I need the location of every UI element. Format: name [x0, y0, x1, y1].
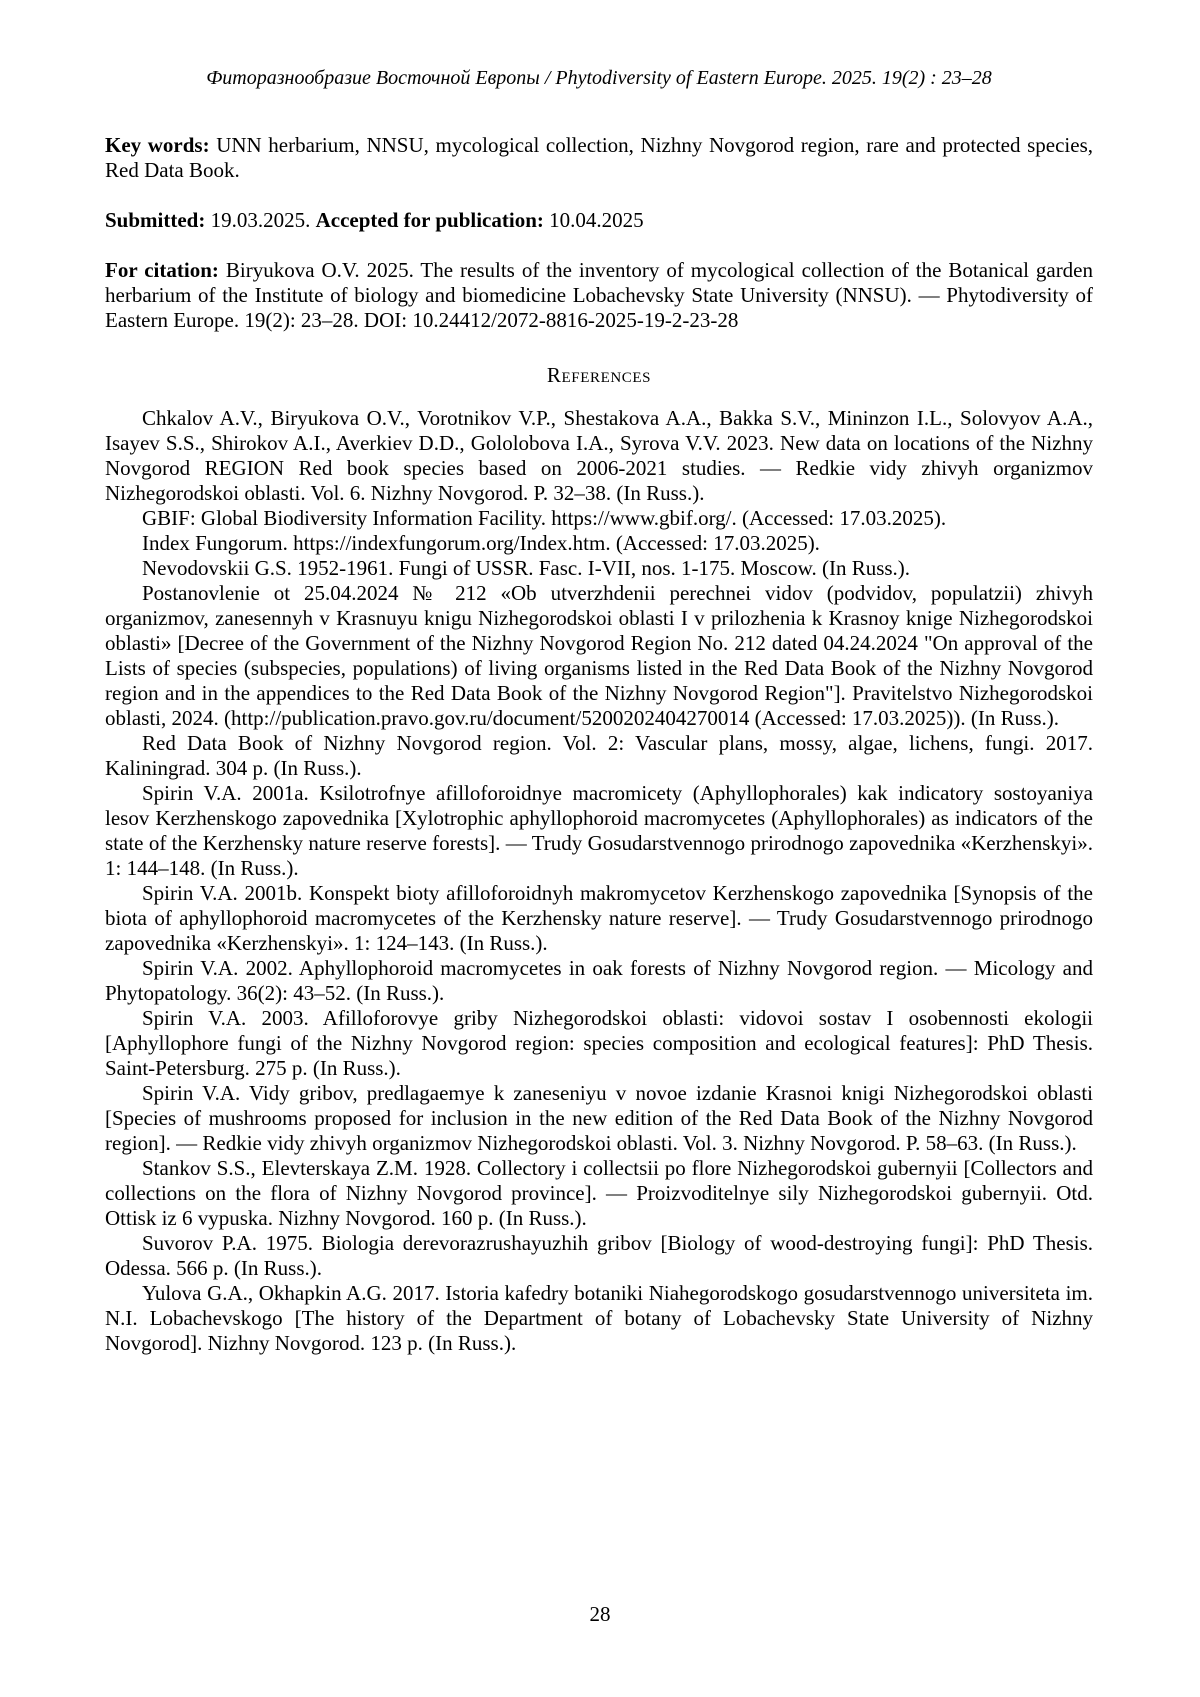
- reference-item: Spirin V.A. 2001b. Konspekt bioty afilloforoidnyh makromycetov Kerzhenskogo zapovednika [Synopsis of the biota of aphyllophoroid macromycetes of the Kerzhensky nature reserve]. — Trudy Gosudarstvennogo prirodnogo zapovednika «Kerzhenskyi». 1: 124–143. (In Russ.).: [105, 881, 1093, 955]
- reference-item: Postanovlenie ot 25.04.2024 № 212 «Ob utverzhdenii perechnei vidov (podvidov, populatzii) zhivyh organizmov, zanesennyh v Krasnuyu knigu Nizhegorodskoi oblasti I v prilozhenia k Krasnoy knige Nizhegorodskoi oblasti» [Decree of the Government of the Nizhny Novgorod Region No. 212 dated 04.24.2024 "On approval of the Lists of species (subspecies, populations) of living organisms listed in the Red Data Book of the Nizhny Novgorod region and in the appendices to the Red Data Book of the Nizhny Novgorod Region"]. Pravitelstvo Nizhegorodskoi oblasti, 2024. (http://publication.pravo.gov.ru/document/5200202404270014 (Accessed: 17.03.2025)). (In Russ.).: [105, 581, 1093, 730]
- reference-item: Yulova G.A., Okhapkin A.G. 2017. Istoria kafedry botaniki Niahegorodskogo gosudarstvennogo universiteta im. N.I. Lobachevskogo [The history of the Department of botany of Lobachevsky State University of Nizhny Novgorod]. Nizhny Novgorod. 123 p. (In Russ.).: [105, 1281, 1093, 1355]
- accepted-label: Accepted for publication:: [315, 208, 544, 232]
- reference-item: Spirin V.A. Vidy gribov, predlagaemye k zaneseniyu v novoe izdanie Krasnoi knigi Nizhegorodskoi oblasti [Species of mushrooms proposed for inclusion in the new edition of the Red Data Book of the Nizhny Novgorod region]. — Redkie vidy zhivyh organizmov Nizhegorodskoi oblasti. Vol. 3. Nizhny Novgorod. P. 58–63. (In Russ.).: [105, 1081, 1093, 1155]
- keywords-label: Key words:: [105, 133, 210, 157]
- reference-item: Spirin V.A. 2002. Aphyllophoroid macromycetes in oak forests of Nizhny Novgorod region. — Micology and Phytopatology. 36(2): 43–52. (In Russ.).: [105, 956, 1093, 1005]
- keywords-paragraph: [105, 133, 1093, 183]
- references-heading: References: [546, 363, 652, 387]
- accepted-date: 10.04.2025: [549, 208, 644, 232]
- reference-item: Suvorov P.A. 1975. Biologia derevorazrushayuzhih gribov [Biology of wood-destroying fungi]: PhD Thesis. Odessa. 566 p. (In Russ.).: [105, 1231, 1093, 1280]
- reference-item: Chkalov A.V., Biryukova O.V., Vorotnikov V.P., Shestakova A.A., Bakka S.V., Mininzon I.L., Solovyov A.A., Isayev S.S., Shirokov A.I., Averkiev D.D., Gololobova I.A., Syrova V.V. 2023. New data on locations of the Nizhny Novgorod REGION Red book species based on 2006-2021 studies. — Redkie vidy zhivyh organizmov Nizhegorodskoi oblasti. Vol. 6. Nizhny Novgorod. P. 32–38. (In Russ.).: [105, 406, 1093, 505]
- dates-line: [105, 208, 1093, 233]
- page-number: 28: [589, 1602, 611, 1626]
- reference-item: Red Data Book of Nizhny Novgorod region. Vol. 2: Vascular plans, mossy, algae, lichens, fungi. 2017. Kaliningrad. 304 p. (In Russ.).: [105, 731, 1093, 780]
- reference-item: GBIF: Global Biodiversity Information Facility. https://www.gbif.org/. (Accessed: 17.03.2025).: [142, 506, 947, 530]
- submitted-date: 19.03.2025.: [210, 208, 311, 232]
- citation-label: For citation:: [105, 258, 219, 282]
- reference-item: Spirin V.A. 2003. Afilloforovye griby Nizhegorodskoi oblasti: vidovoi sostav I osobennosti ekologii [Aphyllophore fungi of the Nizhny Novgorod region: species composition and ecological features]: PhD Thesis. Saint-Petersburg. 275 p. (In Russ.).: [105, 1006, 1093, 1080]
- reference-item: Spirin V.A. 2001a. Ksilotrofnye afilloforoidnye macromicety (Aphyllophorales) kak indicatory sostoyaniya lesov Kerzhenskogo zapovednika [Xylotrophic aphyllophoroid macromycetes (Aphyllophorales) as indicators of the state of the Kerzhensky nature reserve forests]. — Trudy Gosudarstvennogo prirodnogo zapovednika «Kerzhenskyi». 1: 144–148. (In Russ.).: [105, 781, 1093, 880]
- citation-paragraph: [105, 258, 1093, 333]
- keywords-text: UNN herbarium, NNSU, mycological collection, Nizhny Novgorod region, rare and protected species, Red Data Book.: [105, 133, 1093, 182]
- references-list: [105, 406, 1093, 1356]
- reference-item: Stankov S.S., Elevterskaya Z.M. 1928. Collectory i collectsii po flore Nizhegorodskoi gubernyii [Collectors and collections on the flora of Nizhny Novgorod province]. — Proizvoditelnye sily Nizhegorodskoi gubernyii. Otd. Ottisk iz 6 vypuska. Nizhny Novgorod. 160 p. (In Russ.).: [105, 1156, 1093, 1230]
- reference-item: Nevodovskii G.S. 1952-1961. Fungi of USSR. Fasc. I-VII, nos. 1-175. Moscow. (In Russ.).: [142, 556, 911, 580]
- running-head: Фиторазнообразие Восточной Европы / Phytodiversity of Eastern Europe. 2025. 19(2) : 23–28: [206, 67, 992, 89]
- citation-text: Biryukova O.V. 2025. The results of the inventory of mycological collection of the Botanical garden herbarium of the Institute of biology and biomedicine Lobachevsky State University (NNSU). — Phytodiversity of Eastern Europe. 19(2): 23–28. DOI: 10.24412/2072-8816-2025-19-2-23-28: [105, 258, 1094, 332]
- reference-item: Index Fungorum. https://indexfungorum.org/Index.htm. (Accessed: 17.03.2025).: [142, 531, 820, 555]
- submitted-label: Submitted:: [105, 208, 206, 232]
